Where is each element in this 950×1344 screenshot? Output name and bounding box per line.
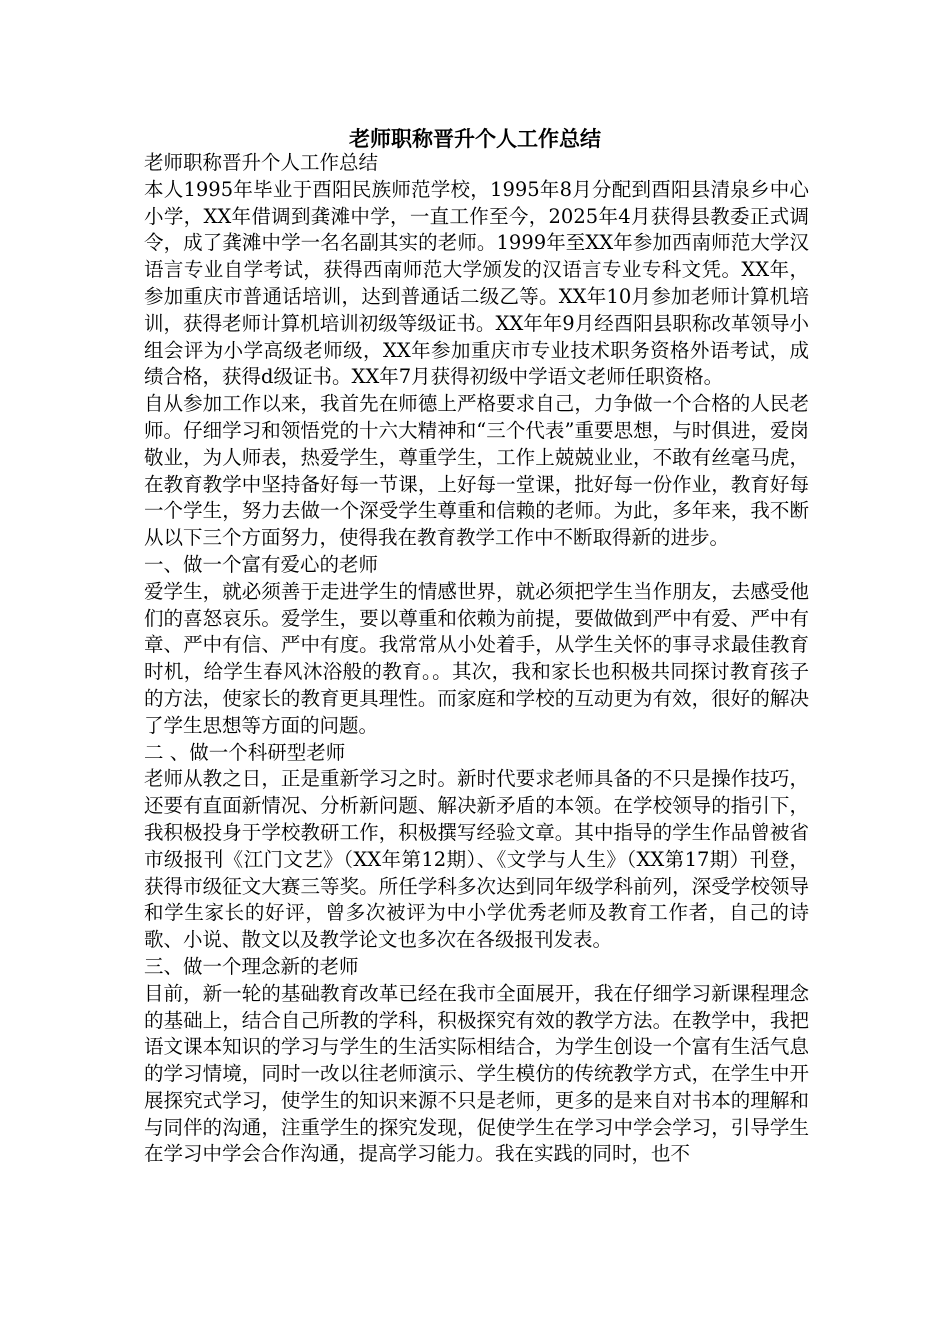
paragraph-section-3: 目前，新一轮的基础教育改革已经在我市全面展开，我在仔细学习新课程理念的基础上，结合自己所教的学科，积极探究有效的教学方法。在教学中，我把语文课本知识的学习与学生的生活实际相结合，为学生创设一个富有生活气息的学习情境，同时一改以往老师演示、学生模仿的传统教学方式，在学生中开展探究式学习，使学生的知识来源不只是老师，更多的是来自对书本的理解和与同伴的沟通，注重学生的探究发现，促使学生在学习中学会学习，引导学生在学习中学会合作沟通，提高学习能力。我在实践的同时，也不	[144, 981, 809, 1166]
document-title: 老师职称晋升个人工作总结	[349, 126, 601, 151]
section-heading-1: 一、做一个富有爱心的老师	[144, 552, 379, 576]
paragraph-ethics: 自从参加工作以来，我首先在师德上严格要求自己，力争做一个合格的人民老师。仔细学习和领悟党的十六大精神和“三个代表”重要思想，与时俱进，爱岗敬业，为人师表，热爱学生，尊重学生，工作上兢兢业业，不敢有丝毫马虎，在教育教学中坚持备好每一节课，上好每一堂课，批好每一份作业，教育好每一个学生，努力去做一个深受学生尊重和信赖的老师。为此，多年来，我不断从以下三个方面努力，使得我在教育教学工作中不断取得新的进步。	[144, 392, 809, 550]
document-subtitle: 老师职称晋升个人工作总结	[144, 151, 379, 174]
section-heading-2: 二 、做一个科研型老师	[144, 740, 346, 764]
paragraph-intro: 本人1995年毕业于酉阳民族师范学校，1995年8月分配到酉阳县清泉乡中心小学，XX年借调到龚滩中学，一直工作至今，2025年4月获得县教委正式调令，成了龚滩中学一名名副其实的老师。1999年至XX年参加西南师范大学汉语言专业自学考试，获得西南师范大学颁发的汉语言专业专科文凭。XX年，参加重庆市普通话培训，达到普通话二级乙等。XX年10月参加老师计算机培训，获得老师计算机培训初级等级证书。XX年年9月经酉阳县职称改革领导小组会评为小学高级老师级，XX年参加重庆市专业技术职务资格外语考试，成绩合格，获得d级证书。XX年7月获得初级中学语文老师任职资格。	[144, 177, 809, 389]
paragraph-section-2: 老师从教之日，正是重新学习之时。新时代要求老师具备的不只是操作技巧，还要有直面新情况、分析新问题、解决新矛盾的本领。在学校领导的指引下，我积极投身于学校教研工作，积极撰写经验文章。其中指导的学生作品曾被省市级报刊《江门文艺》（XX年第12期）、《文学与人生》（XX第17期）刊登，获得市级征文大赛三等奖。所任学科多次达到同年级学科前列，深受学校领导和学生家长的好评，曾多次被评为中小学优秀老师及教育工作者，自己的诗歌、小说、散文以及教学论文也多次在各级报刊发表。	[144, 767, 809, 952]
document-body	[144, 150, 809, 1168]
section-heading-3: 三、做一个理念新的老师	[144, 954, 359, 978]
paragraph-section-1: 爱学生，就必须善于走进学生的情感世界，就必须把学生当作朋友，去感受他们的喜怒哀乐。爱学生，要以尊重和依赖为前提，要做做到严中有爱、严中有章、严中有信、严中有度。我常常从小处着手，从学生关怀的事寻求最佳教育时机，给学生春风沐浴般的教育。。其次，我和家长也积极共同探讨教育孩子的方法，使家长的教育更具理性。而家庭和学校的互动更为有效，很好的解决了学生思想等方面的问题。	[144, 579, 809, 737]
